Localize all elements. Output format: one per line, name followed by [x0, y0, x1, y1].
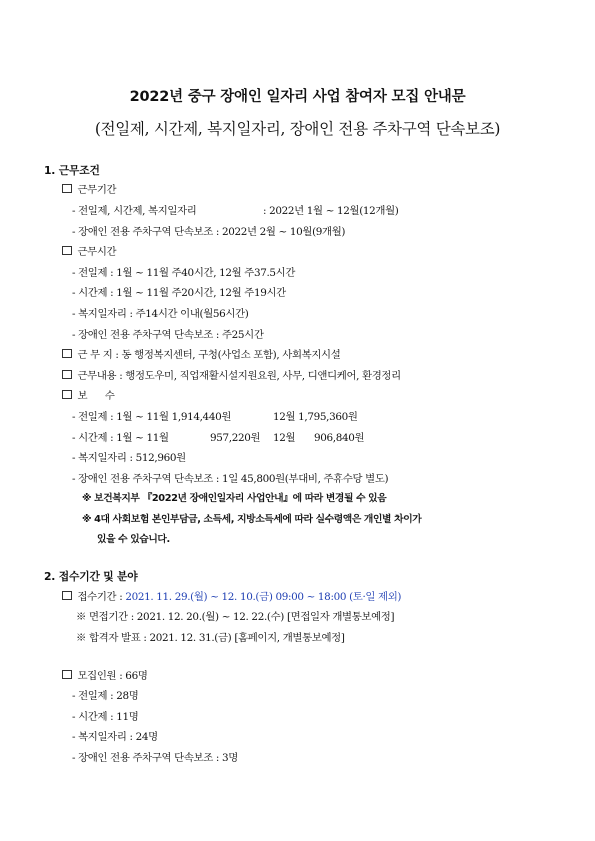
document-subtitle: (전일제, 시간제, 복지일자리, 장애인 전용 주차구역 단속보조): [94, 120, 501, 138]
checkbox-square-icon: [62, 591, 72, 601]
result-line: ※ 합격자 발표 : 2021. 12. 31.(금) [홈페이지, 개별통보예정]: [76, 632, 345, 644]
checkbox-square-icon: [62, 349, 72, 359]
recruit-line-2: - 시간제 : 11명: [72, 711, 139, 723]
receipt-period: 2021. 11. 29.(월) ~ 12. 10.(금) 09:00 ~ 18:00 (토·일 제외): [125, 591, 402, 603]
checkbox-square-icon: [62, 670, 72, 680]
work-item: [62, 369, 401, 383]
pay-line-1a: - 전일제 : 1월 ~ 11월 1,914,440원: [72, 411, 232, 423]
hours-item: [62, 245, 116, 259]
pay-line-2c: 12월: [273, 432, 296, 444]
pay-label: 보 수: [77, 390, 115, 402]
pay-line-2b: 957,220원: [210, 432, 261, 444]
checkbox-square-icon: [62, 246, 72, 256]
period-label: 근무기간: [77, 184, 117, 196]
period-item: [62, 183, 116, 197]
document-title: 2022년 중구 장애인 일자리 사업 참여자 모집 안내문: [129, 89, 466, 105]
hours-line-1: - 전일제 : 1월 ~ 11월 주40시간, 12월 주37.5시간: [72, 267, 296, 279]
place-item: [62, 348, 340, 362]
checkbox-square-icon: [62, 370, 72, 380]
hours-line-4: - 장애인 전용 주차구역 단속보조 : 주25시간: [72, 329, 264, 341]
hours-line-2: - 시간제 : 1월 ~ 11월 주20시간, 12월 주19시간: [72, 287, 286, 299]
recruit-line-3: - 복지일자리 : 24명: [72, 731, 158, 743]
recruit-line-4: - 장애인 전용 주차구역 단속보조 : 3명: [72, 752, 238, 764]
note-2-line-1: ※ 4대 사회보험 본인부담금, 소득세, 지방소득세에 따라 실수령액은 개인별 차이가: [82, 514, 422, 525]
hours-line-3: - 복지일자리 : 주14시간 이내(월56시간): [72, 308, 249, 320]
pay-line-4: - 장애인 전용 주차구역 단속보조 : 1일 45,800원(부대비, 주휴수당 별도): [72, 473, 389, 485]
section-2-heading: 2. 접수기간 및 분야: [44, 570, 138, 583]
checkbox-square-icon: [62, 184, 72, 194]
pay-line-1b: 12월 1,795,360원: [273, 411, 358, 423]
period-line-1-value: : 2022년 1월 ~ 12월(12개월): [263, 205, 399, 217]
recruit-label: 모집인원 : 66명: [77, 670, 148, 682]
pay-item: [62, 389, 115, 403]
note-2-line-2: 있을 수 있습니다.: [97, 534, 170, 545]
interview-line: ※ 면접기간 : 2021. 12. 20.(월) ~ 12. 22.(수) [면접일자 개별통보예정]: [76, 611, 395, 623]
receipt-label: 접수기간 :: [77, 591, 126, 603]
pay-line-3: - 복지일자리 : 512,960원: [72, 452, 186, 464]
pay-line-2d: 906,840원: [314, 432, 365, 444]
recruit-line-1: - 전일제 : 28명: [72, 690, 139, 702]
section-1-heading: 1. 근무조건: [44, 164, 100, 177]
place-text: 근 무 지 : 동 행정복지센터, 구청(사업소 포함), 사회복지시설: [77, 349, 341, 361]
hours-label: 근무시간: [77, 246, 117, 258]
checkbox-square-icon: [62, 390, 72, 400]
recruit-item: [62, 669, 148, 683]
period-line-2: - 장애인 전용 주차구역 단속보조 : 2022년 2월 ~ 10월(9개월): [72, 226, 346, 238]
receipt-item: [62, 590, 401, 604]
note-1: ※ 보건복지부 『2022년 장애인일자리 사업안내』에 따라 변경될 수 있음: [82, 493, 387, 504]
pay-line-2a: - 시간제 : 1월 ~ 11월: [72, 432, 169, 444]
work-text: 근무내용 : 행정도우미, 직업재활시설지원요원, 사무, 디앤디케어, 환경정리: [77, 370, 401, 382]
period-line-1-name: - 전일제, 시간제, 복지일자리: [72, 205, 197, 217]
